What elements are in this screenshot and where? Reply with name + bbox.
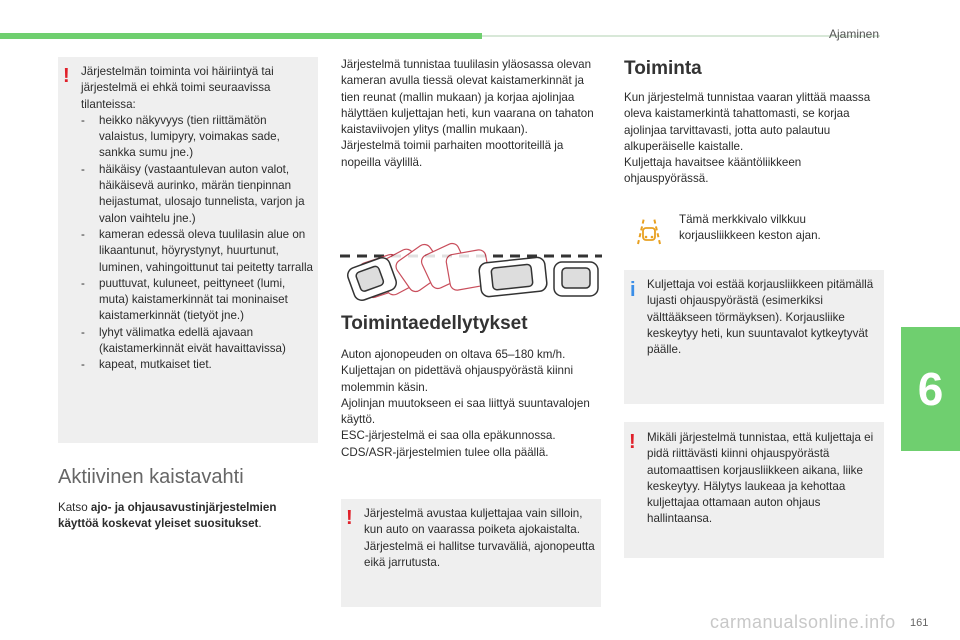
warning-box-1-content: [81, 64, 313, 374]
list-item: - häikäisy (vastaantulevan auton valot, häikäisevä aurinko, märän tienpinnan heijastumat, ulosajo tunnelista, varjon ja valon vaihtelu jne.): [81, 162, 305, 225]
chapter-title: Ajaminen: [829, 27, 880, 41]
page-number: 161: [910, 617, 929, 629]
list-item: - puuttuvat, kuluneet, peittyneet (lumi, muta) kaistamerkinnät tai moninaiset kaistamerkinnät (tietyöt jne.): [81, 276, 288, 323]
info-icon: i: [630, 279, 636, 301]
condition-line: Kuljettajan on pidettävä ohjauspyörästä kiinni molemmin käsin.: [341, 364, 574, 394]
section-title-operation: Toiminta: [624, 58, 702, 79]
conditions-text: [341, 347, 603, 461]
chapter-number: 6: [917, 363, 944, 415]
list-item: - lyhyt välimatka edellä ajavaan (kaistamerkinnät eivät havaittavissa): [81, 325, 286, 356]
warning-box-3-text: Mikäli järjestelmä tunnistaa, että kuljettaja ei pidä riittävästi kiinni ohjauspyörästä automaattisen korjausliikkeen aikana, liike keskeytyy. Hälytys laukeaa ja kehottaa kuljettajaa ottamaan auton ohjaus hallintaansa.: [647, 431, 874, 526]
indicator-description: Tämä merkkivalo vilkkuu korjausliikkeen keston ajan.: [679, 213, 821, 243]
watermark: carmanualsonline.info: [710, 612, 896, 632]
info-box-text: Kuljettaja voi estää korjausliikkeen pitämällä lujasti ohjauspyörästä (esimerkiksi välttääkseen törmäyksen). Korjausliike keskeytyy heti, kun suuntavalot kytkeytyvät päälle.: [647, 278, 874, 357]
active-lane-text: Katso ajo- ja ohjausavustinjärjestelmien käyttöä koskevat yleiset suositukset.: [58, 501, 277, 531]
warning-box-2-text: Järjestelmä avustaa kuljettajaa vain silloin, kun auto on vaarassa poiketa ajokaistalta. Järjestelmä ei hallitse turvaväliä, ajonopeutta eikä jarrutusta.: [364, 507, 595, 569]
operation-text: [624, 90, 886, 188]
list-item: - kameran edessä oleva tuulilasin alue on likaantunut, höyrystynyt, huurtunut, luminen, vahingoittunut tai peitetty tarralla: [81, 227, 313, 274]
intro-paragraph-2: Järjestelmä toimii parhaiten moottoriteillä ja nopeilla väylillä.: [341, 139, 564, 169]
condition-line: ESC-järjestelmä ei saa olla epäkunnossa.: [341, 429, 556, 443]
list-item: - heikko näkyvyys (tien riittämätön valaistus, lumipyry, voimakas sade, sankka sumu jne.): [81, 113, 280, 160]
lane-assist-warning-lamp-icon: [632, 216, 666, 246]
section-title-active-lane: Aktiivinen kaistavahti: [58, 466, 244, 488]
lane-keeping-illustration: [340, 240, 602, 302]
operation-paragraph-1: Kun järjestelmä tunnistaa vaaran ylittää maassa oleva kaistamerkintä tahattomasti, se korjaa ajolinjaa tarvittavasti, jotta auto palautuu alkuperäiselle kaistalle.: [624, 91, 871, 153]
header-accent-bar: [0, 33, 482, 39]
car-right-icon: [554, 262, 598, 296]
section-title-conditions: Toimintaedellytykset: [341, 313, 528, 334]
condition-line: Ajolinjan muutokseen ei saa liittyä suuntavalojen käyttö.: [341, 396, 590, 427]
warning-box-1-list: [81, 113, 313, 374]
chapter-tab: [901, 327, 960, 451]
warning-icon: !: [629, 431, 636, 453]
car-main-icon: [478, 257, 547, 298]
header-divider: [482, 35, 880, 37]
intro-paragraph-1: Järjestelmä tunnistaa tuulilasin yläosassa olevan kameran avulla tiessä olevat kaistamerkinnät ja tien reunat (mallin mukaan) ja korjaa ajolinjaa hälyttäen kuljettajan heti, kun vaarana on tahaton kaistaviivojen ylitys (mallin mukaan).: [341, 58, 594, 137]
middle-intro: [341, 57, 603, 171]
active-lane-link-text: ajo- ja ohjausavustinjärjestelmien käyttöä koskevat yleiset suositukset: [58, 501, 277, 531]
operation-paragraph-2: Kuljettaja havaitsee kääntöliikkeen ohjauspyörässä.: [624, 156, 802, 186]
condition-line: CDS/ASR-järjestelmien tulee olla päällä.: [341, 445, 549, 459]
warning-icon: !: [346, 507, 353, 529]
warning-icon: !: [63, 65, 70, 87]
condition-line: Auton ajonopeuden on oltava 65–180 km/h.: [341, 348, 566, 361]
list-item: - kapeat, mutkaiset tiet.: [81, 358, 212, 372]
warning-box-1-intro: Järjestelmän toiminta voi häiriintyä tai järjestelmä ei ehkä toimi seuraavissa tilanteissa:: [81, 65, 274, 111]
